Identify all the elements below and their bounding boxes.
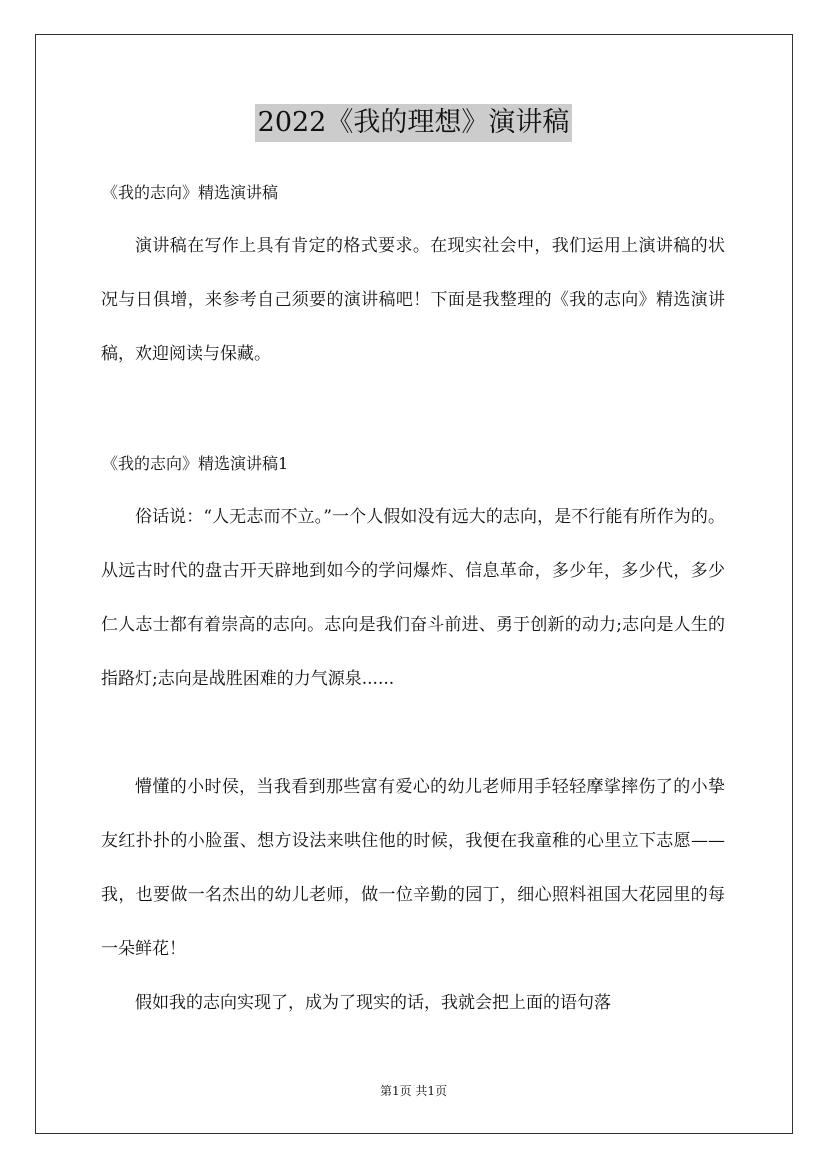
body-paragraph-3: 假如我的志向实现了，成为了现实的话，我就会把上面的语句落 — [135, 993, 611, 1013]
section-heading: 《我的志向》精选演讲稿1 — [102, 454, 289, 473]
body-paragraph-1: 俗话说：“人无志而不立。”一个人假如没有远大的志向，是不行能有所作为的。从远古时代的盘古开天辟地到如今的学问爆炸、信息革命，多少年，多少代，多少仁人志士都有着崇高的志向。志向是我们奋斗前进、勇于创新的动力;志向是人生的指路灯;志向是战胜困难的力气源泉...... — [101, 507, 725, 689]
document-title: 2022《我的理想》演讲稿 — [255, 104, 573, 142]
page-footer: 第1页 共1页 — [379, 1084, 448, 1098]
intro-paragraph: 演讲稿在写作上具有肯定的格式要求。在现实社会中，我们运用上演讲稿的状况与日俱增，来参考自己须要的演讲稿吧！下面是我整理的《我的志向》精选演讲稿，欢迎阅读与保藏。 — [101, 236, 725, 364]
subtitle: 《我的志向》精选演讲稿 — [102, 183, 279, 202]
body-paragraph-2: 懵懂的小时侯，当我看到那些富有爱心的幼儿老师用手轻轻摩挲摔伤了的小挚友红扑扑的小脸蛋、想方设法来哄住他的时候，我便在我童稚的心里立下志愿——我，也要做一名杰出的幼儿老师，做一位辛勤的园丁，细心照料祖国大花园里的每一朵鲜花！ — [101, 777, 725, 959]
